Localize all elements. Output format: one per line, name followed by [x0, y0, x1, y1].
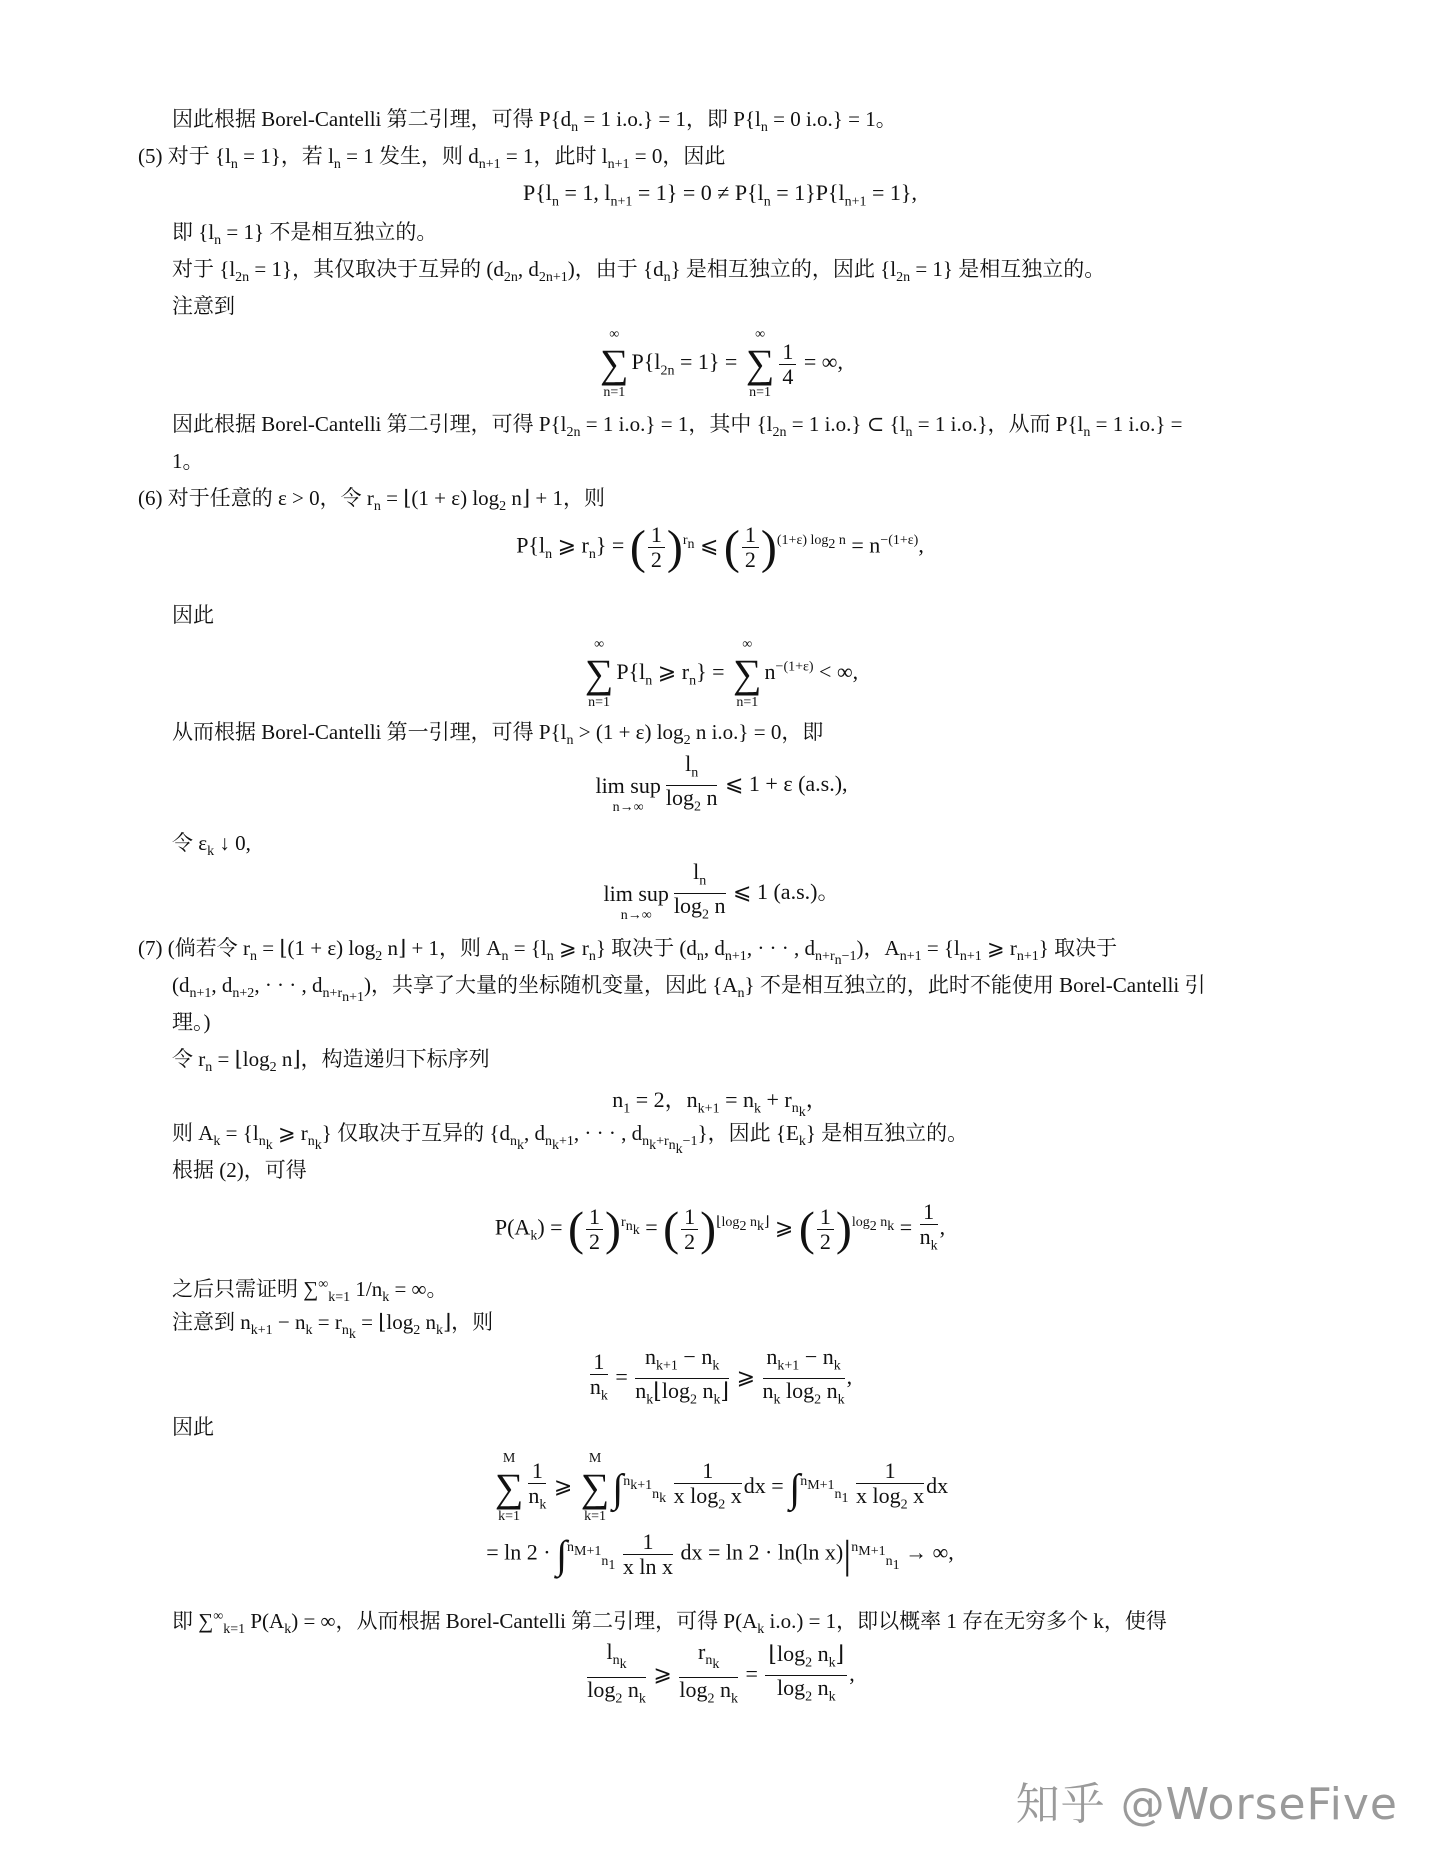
text-line: 则 $A_k = \{l_{n_k}$ ⩾ $r_{n_k}$} 仅取决于互异的 {$d_{n_k}$, $d_{n_k+1}$, · · · , $d_{n_k+r_{n_k}-1}$}，因此 $\{E_k\}$ 是相互独立的。 — [172, 1121, 969, 1157]
text-line: 因此 — [172, 1415, 214, 1439]
text-line: 从而根据 Borel-Cantelli 第一引理，可得 $P\{l_n > (1 + \varepsilon)$ $\log_2 n$ i.o.} = 0，即 — [172, 720, 824, 749]
equation: M ∑ k=1 $\frac{1}{n_k}$ ⩾ M ∑ k=1 ∫$^{n_{k+1}}_{n_k}$ $\frac{1}{x \log_2 x}$ dx = ∫$^{n_{M+1}}_{n_1}$ $\frac{1}{x \log_2 x}$ dx — [494, 1451, 949, 1524]
text-line: 注意到 — [172, 294, 235, 318]
text-line: 理。) — [172, 1010, 211, 1034]
item-7: (7) (倘若令 $r_n$ = ⌊(1 + ε) $\log_2$ n⌋ + 1，则 $A_n = \{l_n$ ⩾ $r_n$} 取决于 ($d_n$, $d_{n+1}$, · · · , $d_{n+r_n-1}$)，$A_{n+1} = \{l_{n+1}$ ⩾ $r_{n+1}$} 取决于 — [138, 936, 1118, 968]
text-line: 即 $\sum^\infty_{k=1}$ $P(A_k)$ = ∞，从而根据 Borel-Cantelli 第二引理，可得 $P(A_k$ i.o.) = 1，即以概率 1 存在无穷多个 k，使得 — [172, 1609, 1167, 1638]
text-line: ($d_{n+1}$, $d_{n+2}$, · · · , $d_{n+r_{n+1}}$)，共享了大量的坐标随机变量，因此 $\{A_n\}$ 不是相互独立的，此时不能使用 Borel-Cantelli 引 — [172, 973, 1206, 1005]
equation: lim sup n→∞ $\frac{l_n}{\log_2 n}$ ⩽ 1 (a.s.)。 — [603, 859, 840, 923]
text-line: 令 $r_n$ = $⌊\log_2$ n⌋，构造递归下标序列 — [172, 1047, 490, 1076]
text-line: 因此根据 Borel-Cantelli 第二引理，可得 $P\{l_{2n} = 1$ i.o.} = 1，其中 {$l_{2n} = 1$ i.o.} ⊂ {$l_n = 1$ i.o.}，从而 $P\{l_n = 1$ i.o.} = — [172, 412, 1183, 441]
equation: $\frac{1}{n_k}$ = $\frac{n_{k+1} - n_k}{n_k⌊\log_2 n_k⌋}$ ⩾ $\frac{n_{k+1} - n_k}{n_k \log_2 n_k}$ , — [589, 1344, 853, 1408]
equation: = ln 2 · ∫$^{n_{M+1}}_{n_1}$ $\frac{1}{\text{x ln x}}$ dx = ln 2 · ln(ln $x)|^{n_{M+1}}_{n_1}$ → ∞, — [486, 1529, 954, 1579]
text-line: 因此根据 Borel-Cantelli 第二引理，可得 $P\{d_n = 1$ i.o.} = 1，即 $P\{l_n = 0$ i.o.} = 1。 — [172, 107, 897, 136]
equation: $\frac{l_{n_k}}{\log_2 n_k}$ ⩾ $\frac{r_{n_k}}{\log_2 n_k}$ = $\frac{⌊\log_2 n_k⌋}{\log_2 n_k}$ , — [587, 1639, 855, 1707]
item-6: (6) 对于任意的 ε > 0，令 $r_n$ = ⌊(1 + ε) $\log_2$ n⌋ + 1，则 — [138, 486, 605, 515]
equation: $P(A_k)$ = ( $\frac{1}{2}$ )$^{r_{n_k}}$ = ( $\frac{1}{2}$ )$^{⌊log_2 n_k⌋}$ ⩾ ( $\frac{1}{2}$ )$^{log_2 n_k}$ = $\frac{1}{n_k}$ , — [494, 1199, 946, 1256]
text-line: 令 $\varepsilon_k$ ↓ 0, — [172, 831, 251, 860]
text-line: 之后只需证明 $\sum^\infty_{k=1}$ $1/n_k$ = ∞。 — [172, 1277, 448, 1306]
equation: $n_1 = 2$，$n_{k+1} = n_k + r_{n_k}$， — [612, 1087, 828, 1121]
equation: $P\{l_n$ ⩾ $r_n$} = ( $\frac{1}{2}$ )$^{r_n}$ ⩽ ( $\frac{1}{2}$ )$^{(1+\varepsilon) log_2 n} = n^{-(1+\varepsilon)}$, — [516, 521, 924, 574]
text-line: 注意到 $n_{k+1} - n_k = r_{n_k}$ = $⌊\log_2$ $n_k⌋$，则 — [172, 1310, 494, 1342]
equation: lim sup n→∞ $\frac{l_n}{\log_2 n}$ ⩽ 1 + ε (a.s.), — [595, 751, 848, 815]
item-5: (5) 对于 $\{l_n = 1\}$，若 $l_n = 1$ 发生，则 $d_{n+1} = 1$，此时 $l_{n+1} = 0$，因此 — [138, 144, 726, 173]
text-line: 1。 — [172, 449, 204, 473]
equation: $P\{l_n = 1$, $l_{n+1} = 1\} = 0 \ne P\{l_n = 1\}P\{l_{n+1} = 1\}$, — [523, 180, 917, 210]
text-line: 因此 — [172, 603, 214, 627]
equation: ∞ ∑ n=1 $P\{l_n$ ⩾ $r_n$} = ∞ ∑ n=1 $n^{-(1+\varepsilon)}$ < ∞, — [584, 637, 859, 710]
text-line: 对于 $\{l_{2n} = 1\}$，其仅取决于互异的 ($d_{2n}$, $d_{2n+1}$)，由于 $\{d_n\}$ 是相互独立的，因此 $\{l_{2n} = 1\}$ 是相互独立的。 — [172, 257, 1106, 286]
text-line: 即 $\{l_n = 1\}$ 不是相互独立的。 — [172, 220, 438, 249]
watermark: 知乎 @WorseFive — [1015, 1779, 1398, 1830]
equation: ∞ ∑ n=1 $P\{l_{2n} = 1\}$ = ∞ ∑ n=1 $\frac{1}{4}$ = ∞, — [600, 327, 843, 400]
text-line: 根据 (2)，可得 — [172, 1158, 307, 1182]
